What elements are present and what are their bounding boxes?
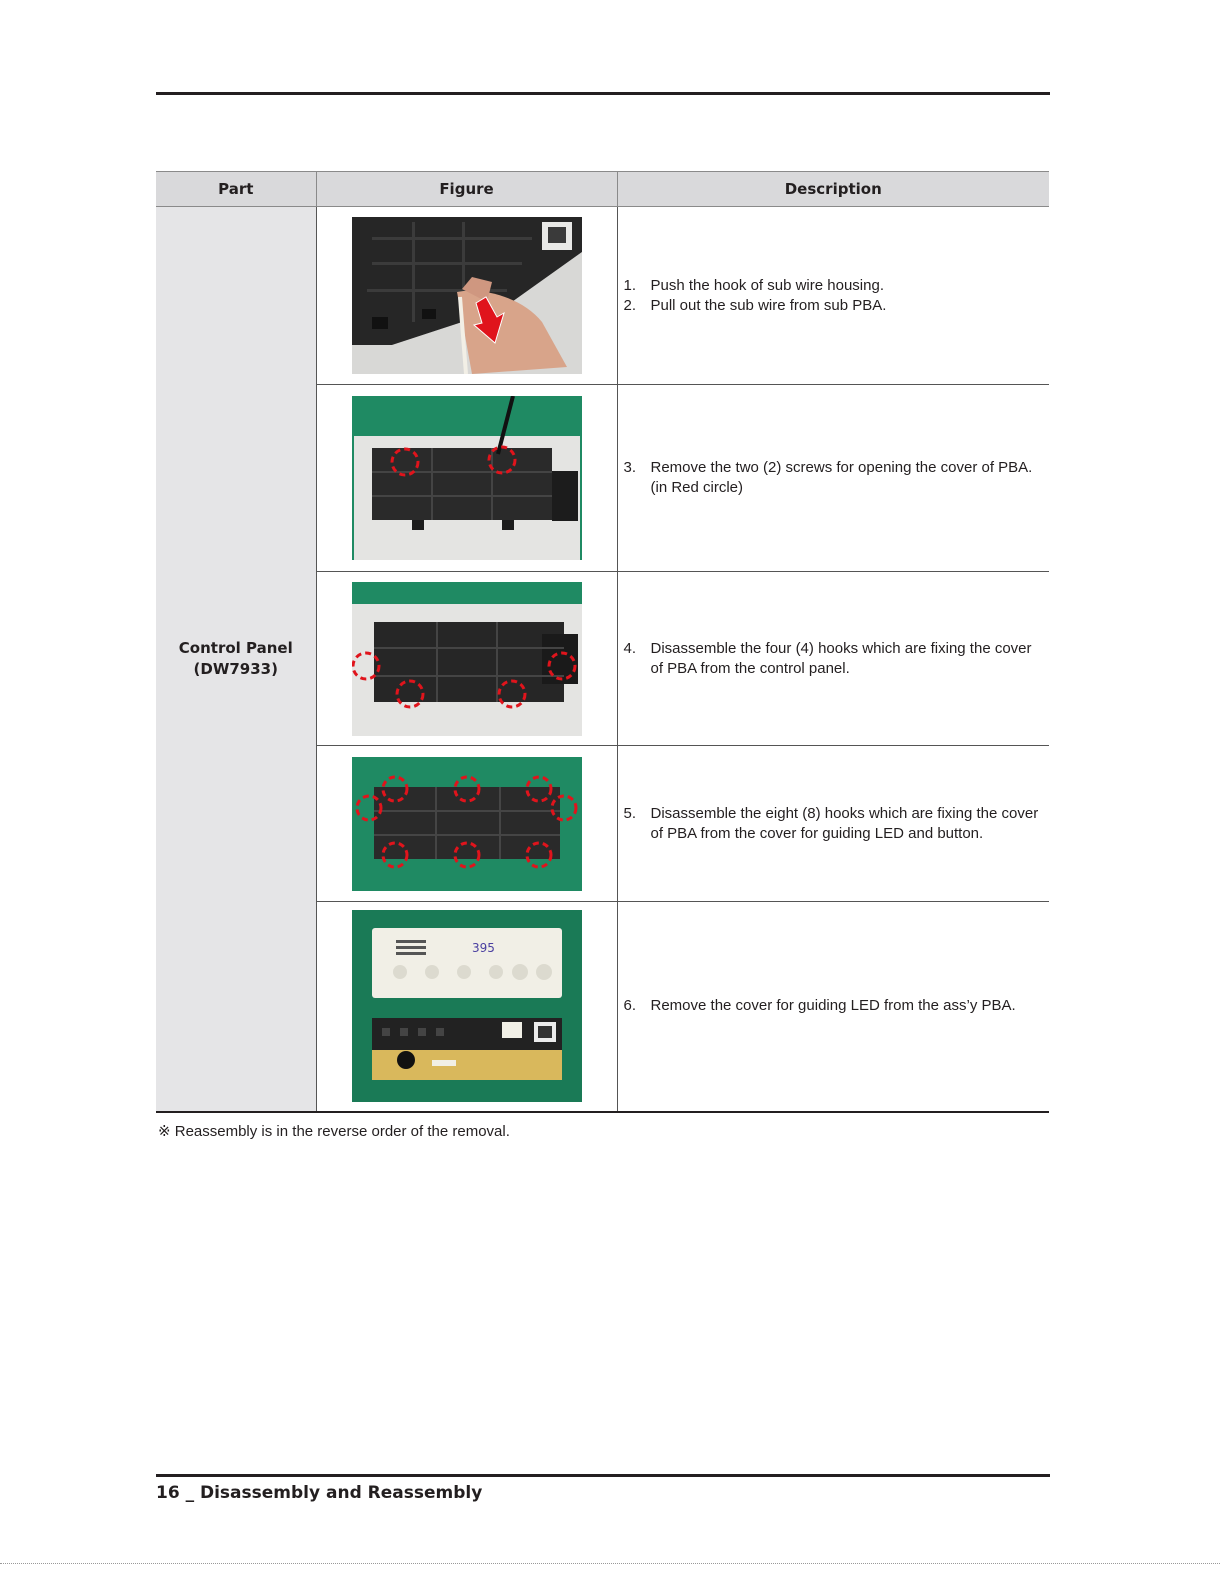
step-item: 3. Remove the two (2) screws for opening the cover of PBA. (in Red circle)	[624, 458, 1040, 498]
figure-cell	[316, 207, 617, 385]
part-cell	[156, 207, 316, 1112]
reassembly-note: ※ Reassembly is in the reverse order of the removal.	[158, 1123, 510, 1140]
photo-pba-cover-hooks-four	[352, 582, 582, 736]
step-item: 2. Pull out the sub wire from sub PBA.	[624, 296, 1040, 316]
photo-led-cover-and-pba	[352, 910, 582, 1102]
figure-cell	[316, 902, 617, 1112]
page-footer: 16 _ Disassembly and Reassembly	[156, 1483, 483, 1503]
step-item: 4. Disassemble the four (4) hooks which are fixing the cover of PBA from the control panel.	[624, 639, 1040, 679]
photo-pba-cover-hooks-eight	[352, 757, 582, 891]
step-row	[156, 207, 1049, 385]
bottom-rule	[156, 1474, 1050, 1477]
handwritten-number: 395	[471, 941, 495, 956]
figure-cell	[316, 572, 617, 746]
step-text: Remove the cover for guiding LED from the ass’y PBA.	[650, 997, 1016, 1015]
photo-pba-cover-screws	[352, 396, 582, 560]
top-rule	[156, 92, 1050, 95]
step-item: 6. Remove the cover for guiding LED from the ass’y PBA.	[624, 996, 1040, 1016]
step-item: 5. Disassemble the eight (8) hooks which are fixing the cover of PBA from the cover for guiding LED and button.	[623, 804, 1039, 842]
photo-sub-wire-housing	[352, 217, 582, 374]
step-item: 1. Push the hook of sub wire housing.	[624, 276, 1040, 296]
page-edge-divider	[0, 1563, 1220, 1564]
part-name: Control Panel	[178, 638, 293, 657]
header-part: Part	[156, 172, 316, 207]
part-model: (DW7933)	[193, 659, 278, 678]
disassembly-table	[156, 171, 1049, 1113]
step-text: Push the hook of sub wire housing.	[650, 276, 884, 294]
figure-cell	[316, 746, 617, 902]
description-cell	[617, 572, 1049, 746]
description-cell	[617, 746, 1049, 902]
description-cell	[617, 385, 1049, 572]
step-text: Pull out the sub wire from sub PBA.	[650, 296, 887, 314]
step-text: Remove the two (2) screws for opening the cover of PBA. (in Red circle)	[650, 459, 1033, 496]
header-figure: Figure	[316, 172, 617, 207]
step-text: Disassemble the four (4) hooks which are fixing the cover of PBA from the control panel.	[650, 639, 1032, 677]
description-cell	[617, 207, 1049, 385]
description-cell	[617, 902, 1049, 1112]
figure-cell	[316, 385, 617, 572]
header-description: Description	[617, 172, 1049, 207]
step-text: Disassemble the eight (8) hooks which are fixing the cover of PBA from the cover for guiding LED and button.	[650, 804, 1039, 842]
